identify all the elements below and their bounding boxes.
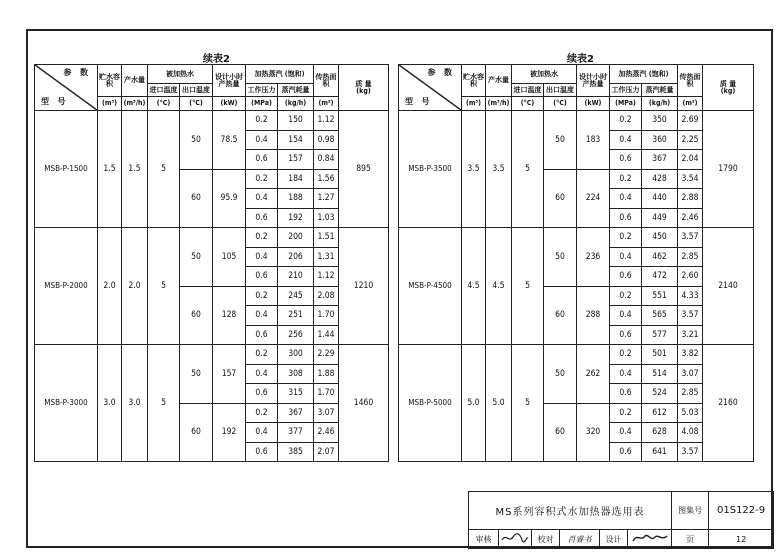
steam-pressure: 0.2 — [246, 228, 278, 248]
header-storage-unit: (m³) — [462, 97, 486, 111]
steam-pressure: 0.2 — [610, 403, 642, 423]
header-area-label: 传热面积 — [679, 72, 701, 88]
steam-consumption: 367 — [642, 150, 678, 170]
steam-pressure: 0.2 — [246, 169, 278, 189]
right-spec-table — [398, 64, 754, 462]
inlet-temp: 5 — [148, 345, 180, 462]
heat-transfer-area: 1.12 — [314, 267, 339, 287]
heat-transfer-area: 1.70 — [314, 306, 339, 326]
design-heat: 157 — [213, 345, 246, 404]
heat-transfer-area: 1.44 — [314, 325, 339, 345]
header-capacity — [486, 65, 512, 97]
steam-pressure: 0.2 — [246, 403, 278, 423]
header-mass — [339, 65, 389, 111]
heat-transfer-area: 3.21 — [678, 325, 703, 345]
heat-transfer-area: 3.57 — [678, 306, 703, 326]
check-label: 校对 — [532, 530, 560, 549]
header-inlet-unit: (°C) — [148, 97, 180, 111]
header-heated-water: 被加热水 — [512, 65, 577, 84]
steam-pressure: 0.6 — [610, 208, 642, 228]
steam-pressure: 0.6 — [610, 384, 642, 404]
header-inlet-temp: 进口温度 — [512, 84, 544, 97]
review-signature — [499, 530, 532, 549]
review-label: 审核 — [469, 530, 499, 549]
design-signature — [628, 530, 672, 549]
header-consumption: 蒸汽耗量 — [278, 84, 314, 97]
steam-pressure: 0.4 — [246, 130, 278, 150]
unit-mass: 1210 — [339, 228, 389, 345]
inlet-temp: 5 — [512, 228, 544, 345]
header-area-unit: (m²) — [678, 97, 703, 111]
water-capacity: 3.5 — [486, 111, 512, 228]
table-row — [399, 111, 754, 131]
review-signature-scribble — [500, 531, 530, 545]
steam-pressure: 0.6 — [610, 150, 642, 170]
steam-consumption: 245 — [278, 286, 314, 306]
heat-transfer-area: 0.98 — [314, 130, 339, 150]
heat-transfer-area: 1.88 — [314, 364, 339, 384]
design-heat: 320 — [577, 403, 610, 462]
design-heat: 192 — [213, 403, 246, 462]
design-signature-scribble — [630, 531, 670, 545]
steam-pressure: 0.4 — [610, 247, 642, 267]
header-design — [577, 65, 610, 97]
heat-transfer-area: 3.07 — [314, 403, 339, 423]
heat-transfer-area: 3.82 — [678, 345, 703, 365]
steam-consumption: 385 — [278, 442, 314, 462]
steam-pressure: 0.6 — [246, 267, 278, 287]
header-model: 型 号 — [41, 97, 69, 106]
steam-pressure: 0.6 — [246, 325, 278, 345]
outlet-temp: 50 — [544, 345, 577, 404]
storage-volume: 3.0 — [98, 345, 122, 462]
design-heat: 105 — [213, 228, 246, 287]
heat-transfer-area: 2.85 — [678, 247, 703, 267]
steam-consumption: 157 — [278, 150, 314, 170]
outlet-temp: 60 — [544, 169, 577, 228]
steam-pressure: 0.6 — [610, 442, 642, 462]
steam-consumption: 501 — [642, 345, 678, 365]
header-area-label: 传热面积 — [315, 72, 337, 88]
header-design-unit: (kW) — [577, 97, 610, 111]
storage-volume: 3.5 — [462, 111, 486, 228]
steam-consumption: 612 — [642, 403, 678, 423]
storage-volume: 4.5 — [462, 228, 486, 345]
header-consumption-unit: (kg/h) — [642, 97, 678, 111]
water-capacity: 1.5 — [122, 111, 148, 228]
inlet-temp: 5 — [148, 228, 180, 345]
steam-consumption: 449 — [642, 208, 678, 228]
model-name: MSB-P-1500 — [35, 111, 98, 228]
inlet-temp: 5 — [512, 345, 544, 462]
unit-mass: 1790 — [703, 111, 754, 228]
steam-consumption: 551 — [642, 286, 678, 306]
header-capacity-label: 产水量 — [124, 76, 145, 84]
steam-consumption: 150 — [278, 111, 314, 131]
outlet-temp: 50 — [544, 111, 577, 170]
header-outlet-temp: 出口温度 — [544, 84, 577, 97]
heat-transfer-area: 2.60 — [678, 267, 703, 287]
steam-consumption: 462 — [642, 247, 678, 267]
steam-pressure: 0.4 — [610, 364, 642, 384]
header-mass-label: 质 量 — [355, 79, 372, 88]
header-mass-label: 质 量 — [719, 79, 737, 88]
header-diagonal-cell — [399, 65, 462, 111]
right-table-caption: 续表2 — [567, 54, 594, 65]
heat-transfer-area: 1.03 — [314, 208, 339, 228]
drawing-title: MS系列容积式水加热器选用表 — [469, 492, 672, 530]
steam-consumption: 641 — [642, 442, 678, 462]
design-heat: 78.5 — [213, 111, 246, 170]
heat-transfer-area: 4.08 — [678, 423, 703, 443]
outlet-temp: 50 — [180, 111, 213, 170]
heat-transfer-area: 2.29 — [314, 345, 339, 365]
page-label: 页 — [672, 530, 709, 549]
outlet-temp: 60 — [544, 403, 577, 462]
heat-transfer-area: 1.51 — [314, 228, 339, 248]
header-design — [213, 65, 246, 97]
heat-transfer-area: 3.57 — [678, 442, 703, 462]
unit-mass: 2140 — [703, 228, 754, 345]
outlet-temp: 50 — [180, 228, 213, 287]
steam-pressure: 0.4 — [246, 423, 278, 443]
header-design-label: 设计小时产热量 — [215, 72, 243, 88]
header-params: 参 数 — [63, 68, 91, 77]
steam-consumption: 350 — [642, 111, 678, 131]
heat-transfer-area: 2.08 — [314, 286, 339, 306]
outlet-temp: 50 — [180, 345, 213, 404]
steam-consumption: 472 — [642, 267, 678, 287]
steam-consumption: 514 — [642, 364, 678, 384]
steam-consumption: 251 — [278, 306, 314, 326]
outlet-temp: 60 — [180, 403, 213, 462]
steam-consumption: 308 — [278, 364, 314, 384]
unit-mass: 1460 — [339, 345, 389, 462]
left-table-caption: 续表2 — [203, 54, 230, 65]
storage-volume: 1.5 — [98, 111, 122, 228]
heat-transfer-area: 2.85 — [678, 384, 703, 404]
steam-pressure: 0.2 — [610, 345, 642, 365]
heat-transfer-area: 2.25 — [678, 130, 703, 150]
steam-pressure: 0.4 — [246, 306, 278, 326]
heat-transfer-area: 4.33 — [678, 286, 703, 306]
unit-mass: 895 — [339, 111, 389, 228]
storage-volume: 5.0 — [462, 345, 486, 462]
heat-transfer-area: 5.03 — [678, 403, 703, 423]
inlet-temp: 5 — [512, 111, 544, 228]
steam-pressure: 0.6 — [610, 267, 642, 287]
steam-consumption: 188 — [278, 189, 314, 209]
header-heated-water: 被加热水 — [148, 65, 213, 84]
table-row — [399, 228, 754, 248]
table-row — [399, 345, 754, 365]
header-storage-label: 贮水容积 — [99, 72, 120, 88]
model-name: MSB-P-2000 — [35, 228, 98, 345]
header-pressure: 工作压力 — [610, 84, 642, 97]
steam-pressure: 0.4 — [246, 189, 278, 209]
steam-pressure: 0.4 — [610, 189, 642, 209]
header-capacity-unit: (m³/h) — [122, 97, 148, 111]
steam-consumption: 315 — [278, 384, 314, 404]
storage-volume: 2.0 — [98, 228, 122, 345]
model-name: MSB-P-3000 — [35, 345, 98, 462]
unit-mass: 2160 — [703, 345, 754, 462]
heat-transfer-area: 1.27 — [314, 189, 339, 209]
steam-pressure: 0.4 — [610, 423, 642, 443]
steam-consumption: 565 — [642, 306, 678, 326]
steam-pressure: 0.2 — [610, 169, 642, 189]
steam-pressure: 0.2 — [246, 286, 278, 306]
atlas-label: 图集号 — [672, 492, 709, 530]
outlet-temp: 60 — [544, 286, 577, 345]
title-block — [468, 491, 774, 549]
heat-transfer-area: 2.46 — [678, 208, 703, 228]
steam-pressure: 0.6 — [610, 325, 642, 345]
table-row — [35, 345, 389, 365]
model-name: MSB-P-3500 — [399, 111, 462, 228]
water-capacity: 5.0 — [486, 345, 512, 462]
header-model: 型 号 — [405, 97, 433, 106]
left-spec-table — [34, 64, 389, 462]
header-outlet-unit: (°C) — [180, 97, 213, 111]
steam-consumption: 256 — [278, 325, 314, 345]
steam-pressure: 0.6 — [246, 384, 278, 404]
steam-pressure: 0.4 — [246, 247, 278, 267]
heat-transfer-area: 3.54 — [678, 169, 703, 189]
steam-pressure: 0.4 — [610, 130, 642, 150]
header-pressure-unit: (MPa) — [246, 97, 278, 111]
header-design-label: 设计小时产热量 — [579, 72, 607, 88]
steam-pressure: 0.4 — [246, 364, 278, 384]
design-label: 设计 — [600, 530, 628, 549]
design-heat: 95.9 — [213, 169, 246, 228]
steam-consumption: 154 — [278, 130, 314, 150]
steam-consumption: 628 — [642, 423, 678, 443]
heat-transfer-area: 3.57 — [678, 228, 703, 248]
header-mass-unit: (kg) — [356, 86, 371, 95]
steam-consumption: 428 — [642, 169, 678, 189]
design-heat: 224 — [577, 169, 610, 228]
header-capacity — [122, 65, 148, 97]
steam-consumption: 210 — [278, 267, 314, 287]
heat-transfer-area: 1.70 — [314, 384, 339, 404]
check-signature: 肖睿书 — [560, 530, 600, 549]
outlet-temp: 60 — [180, 169, 213, 228]
steam-consumption: 577 — [642, 325, 678, 345]
steam-consumption: 360 — [642, 130, 678, 150]
steam-consumption: 184 — [278, 169, 314, 189]
header-steam: 加热蒸汽 (饱和) — [610, 65, 678, 84]
header-steam: 加热蒸汽 (饱和) — [246, 65, 314, 84]
model-name: MSB-P-4500 — [399, 228, 462, 345]
header-inlet-unit: (°C) — [512, 97, 544, 111]
heat-transfer-area: 1.56 — [314, 169, 339, 189]
steam-consumption: 440 — [642, 189, 678, 209]
header-mass — [703, 65, 754, 111]
steam-pressure: 0.2 — [246, 111, 278, 131]
heat-transfer-area: 0.84 — [314, 150, 339, 170]
header-area — [678, 65, 703, 97]
heat-transfer-area: 2.07 — [314, 442, 339, 462]
header-mass-unit: (kg) — [720, 86, 736, 95]
header-pressure: 工作压力 — [246, 84, 278, 97]
heat-transfer-area: 1.12 — [314, 111, 339, 131]
header-design-unit: (kW) — [213, 97, 246, 111]
steam-pressure: 0.2 — [610, 286, 642, 306]
header-params: 参 数 — [427, 68, 455, 77]
header-area-unit: (m²) — [314, 97, 339, 111]
water-capacity: 2.0 — [122, 228, 148, 345]
header-inlet-temp: 进口温度 — [148, 84, 180, 97]
steam-pressure: 0.2 — [246, 345, 278, 365]
design-heat: 288 — [577, 286, 610, 345]
header-outlet-unit: (°C) — [544, 97, 577, 111]
outlet-temp: 60 — [180, 286, 213, 345]
table-row — [35, 111, 389, 131]
header-capacity-label: 产水量 — [488, 76, 509, 84]
header-storage-unit: (m³) — [98, 97, 122, 111]
header-consumption: 蒸汽耗量 — [642, 84, 678, 97]
header-capacity-unit: (m³/h) — [486, 97, 512, 111]
steam-pressure: 0.4 — [610, 306, 642, 326]
header-pressure-unit: (MPa) — [610, 97, 642, 111]
heat-transfer-area: 2.46 — [314, 423, 339, 443]
heat-transfer-area: 3.07 — [678, 364, 703, 384]
heat-transfer-area: 2.88 — [678, 189, 703, 209]
outlet-temp: 50 — [544, 228, 577, 287]
water-capacity: 4.5 — [486, 228, 512, 345]
design-heat: 262 — [577, 345, 610, 404]
atlas-number: 01S122-9 — [709, 492, 774, 530]
steam-consumption: 524 — [642, 384, 678, 404]
inlet-temp: 5 — [148, 111, 180, 228]
heat-transfer-area: 1.31 — [314, 247, 339, 267]
steam-consumption: 300 — [278, 345, 314, 365]
steam-consumption: 367 — [278, 403, 314, 423]
header-diagonal-cell — [35, 65, 98, 111]
header-storage — [462, 65, 486, 97]
steam-pressure: 0.6 — [246, 442, 278, 462]
design-heat: 128 — [213, 286, 246, 345]
water-capacity: 3.0 — [122, 345, 148, 462]
steam-pressure: 0.2 — [610, 111, 642, 131]
design-heat: 183 — [577, 111, 610, 170]
header-consumption-unit: (kg/h) — [278, 97, 314, 111]
steam-pressure: 0.6 — [246, 208, 278, 228]
steam-consumption: 200 — [278, 228, 314, 248]
page-number: 12 — [709, 530, 774, 549]
steam-consumption: 192 — [278, 208, 314, 228]
steam-consumption: 377 — [278, 423, 314, 443]
model-name: MSB-P-5000 — [399, 345, 462, 462]
table-row — [35, 228, 389, 248]
design-heat: 236 — [577, 228, 610, 287]
steam-consumption: 450 — [642, 228, 678, 248]
header-storage-label: 贮水容积 — [463, 72, 484, 88]
steam-pressure: 0.6 — [246, 150, 278, 170]
steam-pressure: 0.2 — [610, 228, 642, 248]
heat-transfer-area: 2.04 — [678, 150, 703, 170]
header-storage — [98, 65, 122, 97]
header-outlet-temp: 出口温度 — [180, 84, 213, 97]
heat-transfer-area: 2.69 — [678, 111, 703, 131]
steam-consumption: 206 — [278, 247, 314, 267]
header-area — [314, 65, 339, 97]
